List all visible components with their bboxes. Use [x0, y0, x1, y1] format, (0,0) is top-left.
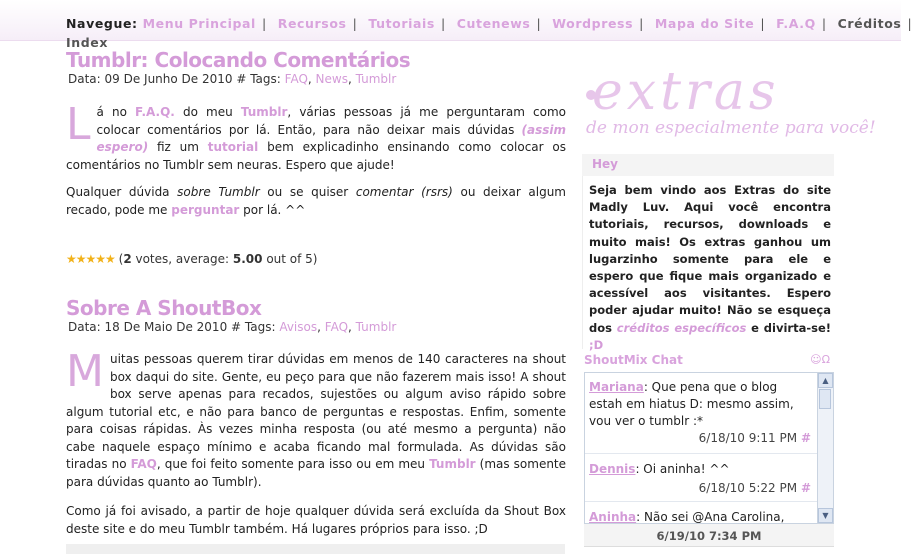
nav-mapa-do-site[interactable]: Mapa do Site	[654, 16, 755, 31]
nav-separator: |	[261, 16, 267, 31]
post-body	[66, 99, 566, 229]
nav-menu-principal[interactable]: Menu Principal	[142, 16, 256, 31]
hey-header	[582, 154, 834, 176]
scroll-up-icon[interactable]: ▲	[818, 373, 833, 388]
text: e divirta-se!	[746, 320, 832, 335]
post-title-shoutbox[interactable]: Sobre A ShoutBox	[66, 296, 262, 320]
reply-link[interactable]: #	[800, 431, 811, 445]
text: out of 5)	[262, 252, 318, 266]
post-meta: Data: 09 De Junho De 2010 # Tags: FAQ, News, Tumblr	[68, 72, 397, 86]
emphasis: (assim espero)	[96, 122, 566, 154]
text: (mas somente para dúvidas quanto ao Tumblr).	[66, 457, 567, 489]
tumblr-link[interactable]: Tumblr	[240, 105, 288, 119]
text: fiz um	[148, 140, 208, 154]
text: ou deixar algum recado, pode me	[66, 185, 566, 217]
average-rating: 5.00	[232, 252, 263, 266]
banner-subtitle: de mon especialmente para você!	[586, 118, 876, 138]
scroll-down-icon[interactable]: ▼	[818, 508, 833, 523]
divider	[585, 453, 817, 454]
drop-cap: M	[66, 346, 104, 397]
chat-timestamp	[589, 480, 811, 497]
chat-text: : Que pena que o blog estah em hiatus D: mesmo assim, vou ver o tumblr :*	[589, 380, 794, 428]
nav-tutoriais[interactable]: Tutoriais	[368, 16, 435, 31]
text: uitas pessoas querem tirar dúvidas em menos de 140 caracteres na shout box daqui do site. Gente, eu peço para que não fazerem mais isso! A shout box serve apenas para recados, sujestões ou algum aviso rápido sobre algum tutorial etc, e não para banco de perguntas e respostas. Enfim, somente para coisas rápidas. Às vezes minha resposta (ou até mesmo a pergunta) não cabe naquele espaço mínimo e acaba ficando mal formulada. As dúvidas são tiradas no	[66, 352, 566, 471]
tag-link[interactable]: FAQ	[284, 72, 308, 86]
text: Seja bem vindo aos Extras do site Madly Luv. Aqui você encontra tutoriais, recursos, downloads e muito mais! Os extras ganhou um lugarzinho somente para ele e espero que fique mais organizado e acessível aos visitantes. Espero poder ajudar muito! Não se esqueça dos	[589, 183, 831, 335]
post-paragraph	[66, 346, 567, 491]
post-title-tumblr[interactable]: Tumblr: Colocando Comentários	[66, 48, 411, 72]
creditos-link[interactable]: créditos específicos	[616, 320, 747, 335]
nav-separator: |	[352, 16, 358, 31]
chat-text: : Oi aninha! ^^	[635, 462, 730, 476]
chat-message	[589, 379, 811, 447]
post-rating	[66, 252, 317, 266]
text: , várias pessoas já me perguntaram como colocar comentários por lá. Então, para não deixar mais dúvidas	[96, 105, 566, 137]
text: ou se quiser	[259, 185, 356, 199]
timestamp: 6/18/10 9:11 PM	[698, 431, 798, 445]
reply-link[interactable]: #	[800, 481, 811, 495]
top-navigation	[0, 0, 913, 41]
tag-link[interactable]: Avisos	[279, 320, 318, 334]
nav-cutenews[interactable]: Cutenews	[456, 16, 531, 31]
chat-message	[589, 461, 811, 497]
nav-separator: |	[440, 16, 446, 31]
shoutmix-input-area[interactable]	[584, 546, 834, 555]
latest-timestamp: 6/19/10 7:34 PM	[656, 529, 762, 543]
rating-stars[interactable]: ★★★★★	[66, 252, 115, 266]
perguntar-link[interactable]: perguntar	[171, 202, 240, 217]
chat-text: : Não sei @Ana Carolina,	[636, 510, 785, 524]
nav-index[interactable]: Index	[66, 35, 109, 50]
divider	[585, 501, 817, 502]
welcome-text	[589, 182, 831, 354]
chat-author[interactable]: Dennis	[589, 462, 636, 476]
chat-author[interactable]: Mariana	[589, 380, 644, 394]
nav-wordpress[interactable]: Wordpress	[552, 16, 634, 31]
post-meta: Data: 18 De Maio De 2010 # Tags: Avisos, FAQ, Tumblr	[68, 320, 397, 334]
faq-link[interactable]: FAQ	[130, 457, 157, 471]
scroll-thumb[interactable]	[819, 389, 831, 409]
text: por lá. ^^	[239, 202, 306, 217]
nav-label: Navegue:	[66, 16, 138, 31]
nav-faq[interactable]: F.A.Q	[776, 16, 816, 31]
post-paragraph	[66, 99, 566, 174]
nav-separator: |	[536, 16, 542, 31]
nav-recursos[interactable]: Recursos	[277, 16, 347, 31]
nav-separator: |	[639, 16, 644, 31]
text: votes, average:	[131, 252, 233, 266]
nav-bar	[66, 16, 918, 31]
smiley: ;D	[589, 337, 604, 352]
nav-separator: |	[760, 16, 766, 31]
shoutmix-chat[interactable]	[584, 372, 834, 524]
banner-title: extras	[592, 62, 780, 122]
tag-link[interactable]: News	[315, 72, 348, 86]
post-footer-bar	[66, 544, 565, 554]
post-paragraph: Como já foi avisado, a partir de hoje qualquer dúvida será excluída da Shout Box deste site e do meu Tumblr também. Há lugares próprios para isso. ;D	[66, 504, 566, 536]
post-paragraph	[66, 184, 566, 219]
post-date: Data: 18 De Maio De 2010 # Tags:	[68, 320, 276, 334]
timestamp: 6/18/10 5:22 PM	[698, 481, 798, 495]
nav-creditos[interactable]: Créditos	[837, 16, 902, 31]
welcome-box	[582, 176, 835, 352]
post-date: Data: 09 De Junho De 2010 # Tags:	[68, 72, 281, 86]
post-body	[66, 346, 567, 548]
nav-separator: |	[907, 16, 913, 31]
tag-link[interactable]: Tumblr	[355, 72, 397, 86]
drop-cap: L	[66, 99, 91, 150]
text: á no	[96, 105, 136, 119]
chat-author[interactable]: Aninha	[589, 510, 637, 524]
tag-link[interactable]: FAQ	[324, 320, 349, 334]
text: bem explicadinho ensinando como colocar os comentários no Tumblr sem neuras. Espero que ajude!	[66, 140, 566, 172]
text: do meu	[174, 105, 241, 119]
tag-link[interactable]: Tumblr	[355, 320, 397, 334]
tutorial-link[interactable]: tutorial	[207, 140, 259, 154]
shoutmix-header	[584, 353, 834, 369]
text: , que foi feito somente para isso ou em meu	[156, 457, 430, 471]
tumblr-link[interactable]: Tumblr	[429, 457, 476, 471]
shoutmix-footer	[584, 524, 834, 546]
text: comentar (rsrs)	[355, 185, 453, 199]
text: Qualquer dúvida	[66, 185, 178, 199]
text: sobre Tumblr	[177, 185, 260, 199]
chat-scrollbar[interactable]	[817, 373, 833, 523]
shoutmix-title[interactable]: ShoutMix Chat	[584, 353, 683, 367]
text: (	[118, 252, 124, 266]
vote-count: 2	[123, 252, 132, 266]
chat-timestamp	[589, 430, 811, 447]
extras-banner	[582, 62, 876, 154]
smiley-icon[interactable]: ☺Ω	[810, 353, 830, 366]
faq-link[interactable]: F.A.Q.	[135, 105, 175, 119]
hey-title: Hey	[592, 157, 619, 171]
nav-separator: |	[821, 16, 827, 31]
